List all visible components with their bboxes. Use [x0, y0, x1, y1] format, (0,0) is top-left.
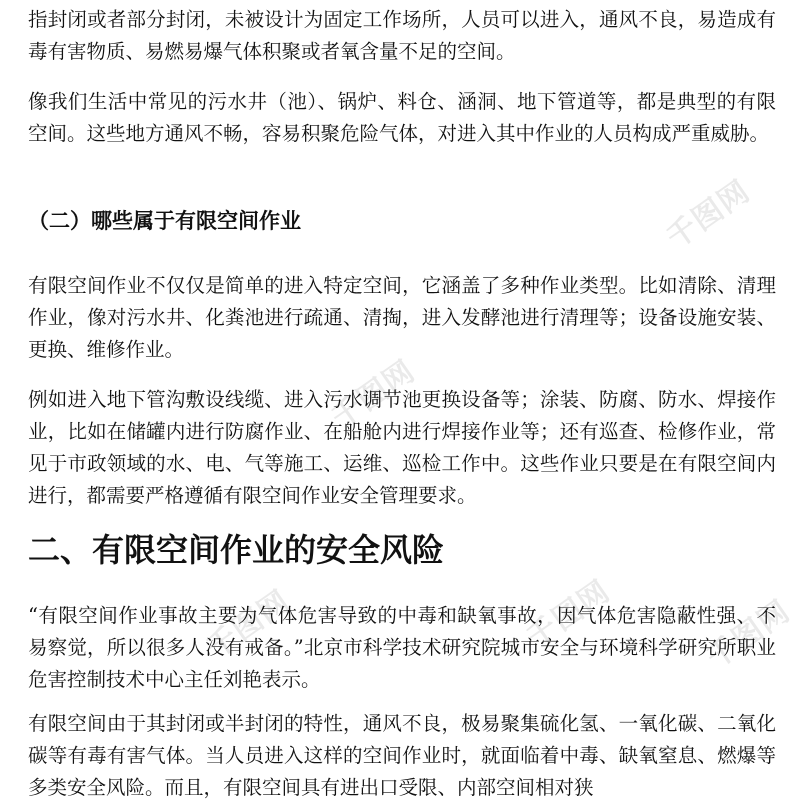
watermark: 千图网 — [520, 573, 617, 656]
paragraph-work-types: 有限空间作业不仅仅是简单的进入特定空间，它涵盖了多种作业类型。比如清除、清理作业，像对污水井、化粪池进行疏通、清掏，进入发酵池进行清理等；设备设施安装、更换、维修作业。 — [28, 274, 776, 361]
subsection-heading: （二）哪些属于有限空间作业 — [28, 208, 301, 233]
watermark: 千图网 — [660, 173, 757, 256]
paragraph-risks: 有限空间由于其封闭或半封闭的特性，通风不良，极易聚集硫化氢、一氧化碳、二氧化碳等有毒有害气体。当人员进入这样的空间作业时，就面临着中毒、缺氧窒息、燃爆等多类安全风险。而且，有限空间具有进出口受限、内部空间相对狭 — [28, 712, 776, 799]
paragraph-work-examples: 例如进入地下管沟敷设线缆、进入污水调节池更换设备等；涂装、防腐、防水、焊接作业，比如在储罐内进行防腐作业、在船舱内进行焊接作业等；还有巡查、检修作业，常见于市政领域的水、电、气等施工、运维、巡检工作中。这些作业只要是在有限空间内进行，都需要严格遵循有限空间作业安全管理要求。 — [28, 388, 776, 507]
watermark: 千图网 — [325, 353, 422, 436]
watermark: 千图网 — [200, 583, 297, 666]
paragraph-examples: 像我们生活中常见的污水井（池）、锅炉、料仓、涵洞、地下管道等，都是典型的有限空间。这些地方通风不畅，容易积聚危险气体，对进入其中作业的人员构成严重威胁。 — [28, 90, 776, 145]
watermark: 千图网 — [700, 593, 797, 676]
paragraph-quote: “有限空间作业事故主要为气体危害导致的中毒和缺氧事故，因气体危害隐蔽性强、不易察觉，所以很多人没有戒备。”北京市科学技术研究院城市安全与环境科学研究所职业危害控制技术中心主任刘艳表示。 — [28, 604, 776, 691]
paragraph-definition: 指封闭或者部分封闭，未被设计为固定工作场所，人员可以进入，通风不良，易造成有毒有害物质、易燃易爆气体积聚或者氧含量不足的空间。 — [28, 8, 776, 63]
section-heading: 二、有限空间作业的安全风险 — [28, 531, 445, 569]
